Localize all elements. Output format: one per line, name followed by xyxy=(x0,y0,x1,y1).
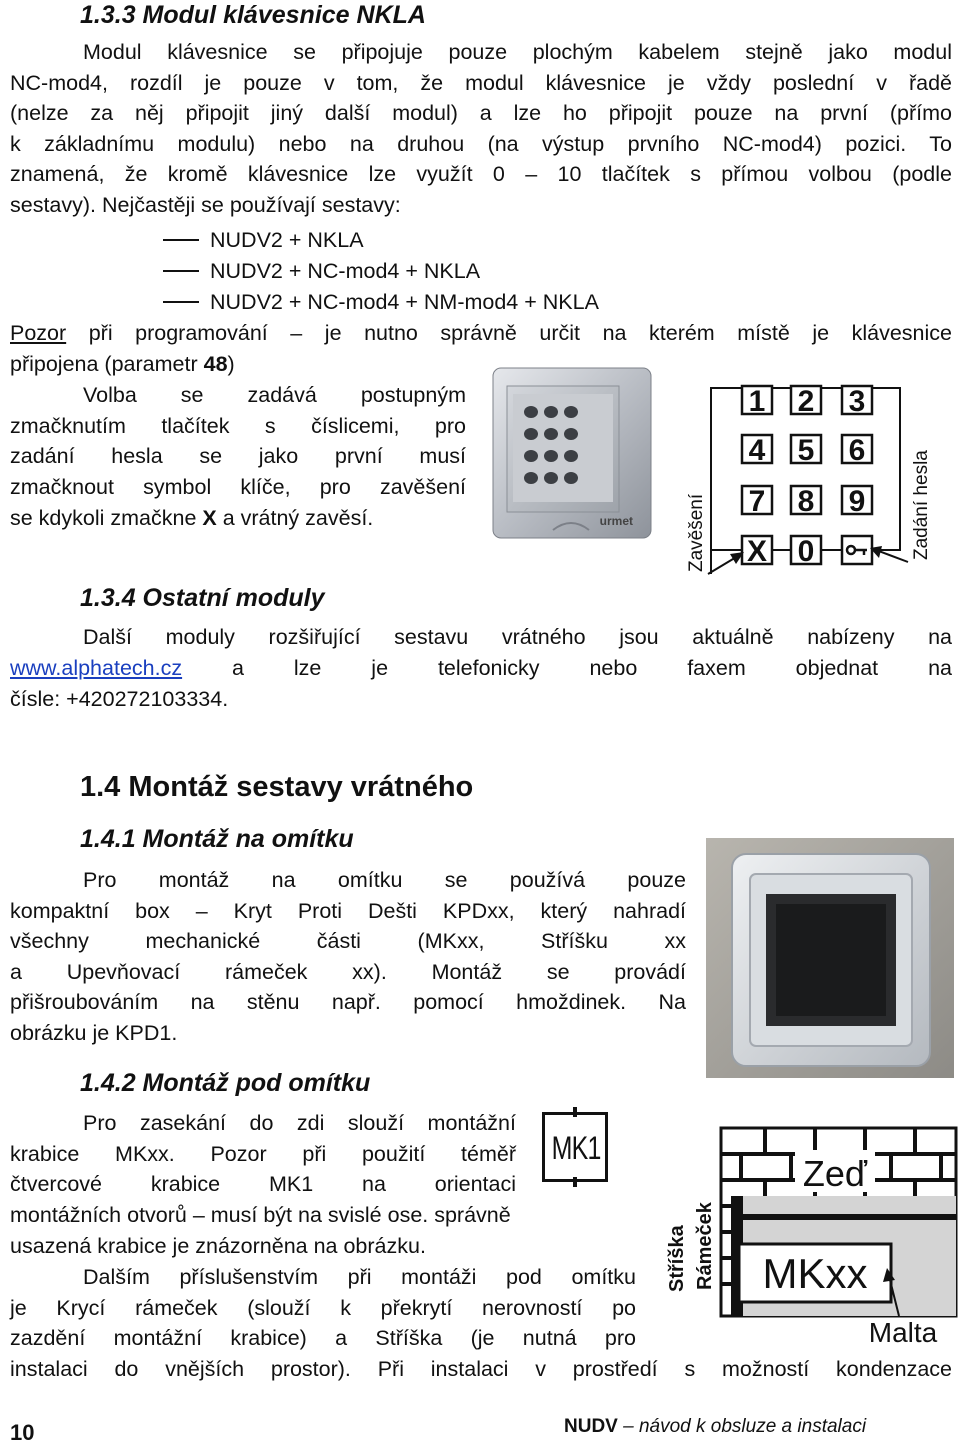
section-heading-1-4-2: 1.4.2 Montáž pod omítku xyxy=(80,1069,371,1097)
pozor-note: Pozor při programování – je nutno správně určit na kterém místě je klávesnice xyxy=(10,321,952,345)
omitku-paragraph xyxy=(10,865,686,1018)
text-line: čtvercové krabice MK1 na orientaci xyxy=(10,1172,516,1197)
svg-text:9: 9 xyxy=(848,485,866,518)
text-line: Pro zasekání do zdi slouží montážní xyxy=(83,1111,516,1135)
section-heading-1-3-3: 1.3.3 Modul klávesnice NKLA xyxy=(80,1,426,29)
key-5 xyxy=(791,434,821,467)
footer-title: NUDV – návod k obsluze a instalaci xyxy=(564,1416,867,1437)
key-6 xyxy=(842,434,872,467)
mk1-label: MK1 xyxy=(551,1130,601,1166)
pozor-label: Pozor xyxy=(10,321,67,345)
mk1-box xyxy=(542,1112,608,1182)
text-line: všechny mechanické části (MKxx, Stříšku xx xyxy=(10,929,686,954)
key-1 xyxy=(742,385,772,418)
text-line: instalaci do vnějších prostor). Při instalaci v prostředí s možností kondenzace xyxy=(10,1357,952,1381)
text-line: přišroubováním na stěnu např. pomocí hmoždinek. Na xyxy=(10,990,686,1015)
parameter-number: 48 xyxy=(203,352,228,376)
text-line: Dalším příslušenstvím při montáži pod omítku xyxy=(83,1265,636,1289)
pozor-note-line2: připojena (parametr 48) xyxy=(10,352,235,376)
text-line: Modul klávesnice se připojuje pouze plochým kabelem stejně jako modul xyxy=(83,40,952,64)
text-line: k základnímu modulu) nebo na druhou (na výstup prvního NC-mod4) pozici. To xyxy=(10,131,952,156)
assembly-list: NUDV2 + NKLA NUDV2 + NC-mod4 + NKLA NUDV2 + NC-mod4 + NM-mod4 + NKLA xyxy=(0,225,960,317)
moduly-paragraph xyxy=(10,622,952,683)
text-line: Další moduly rozšiřující sestavu vrátného jsou aktuálně nabízeny na xyxy=(83,625,952,649)
label-ramecek: Rámeček xyxy=(694,1202,716,1290)
label-mkxx: MKxx xyxy=(762,1250,868,1297)
section-heading-1-4: 1.4 Montáž sestavy vrátného xyxy=(80,771,474,803)
key-3 xyxy=(842,385,872,418)
text-line: je Krycí rámeček (slouží k překrytí nerovností po xyxy=(10,1295,636,1320)
text-line: zmačknout symbol klíče, pro zavěšení xyxy=(10,474,466,499)
text-line: zmačknutím tlačítek s číslicemi, pro xyxy=(10,413,466,438)
text-line: www.alphatech.cz a lze je telefonicky nebo faxem objednat na xyxy=(10,655,952,680)
text-line: sestavy). Nejčastěji se používají sestavy: xyxy=(10,193,401,217)
kpd1-photo xyxy=(706,838,954,1078)
pod-omitku-paragraph-c xyxy=(10,1262,636,1354)
label-zaveseni: Zavěšení xyxy=(686,493,707,572)
text-line: obrázku je KPD1. xyxy=(10,1021,178,1045)
text-line: se kdykoli zmačkne X a vrátný zavěsí. xyxy=(10,506,374,530)
alphatech-link[interactable]: www.alphatech.cz xyxy=(10,655,183,680)
section-heading-1-3-4: 1.3.4 Ostatní moduly xyxy=(80,584,325,612)
section-heading-1-4-1: 1.4.1 Montáž na omítku xyxy=(80,825,354,853)
text-line: montážních otvorů – musí být na svislé ose. správně xyxy=(10,1203,511,1227)
text-line: Volba se zadává postupným xyxy=(83,383,466,407)
label-malta: Malta xyxy=(868,1317,938,1348)
text-line: NC-mod4, rozdíl je pouze v tom, že modul klávesnice je vždy poslední v řadě xyxy=(10,70,952,95)
text-line: usazená krabice je znázorněna na obrázku. xyxy=(10,1233,426,1258)
key-4 xyxy=(742,434,772,467)
label-zadani-hesla: Zadání hesla xyxy=(911,450,932,560)
volba-paragraph xyxy=(10,380,466,502)
page-number: 10 xyxy=(10,1420,35,1445)
svg-text:3: 3 xyxy=(848,385,866,418)
svg-text:7: 7 xyxy=(748,485,766,518)
key-0 xyxy=(791,535,821,568)
svg-text:1: 1 xyxy=(748,385,766,418)
text-line: čísle: +420272103334. xyxy=(10,687,229,711)
pod-omitku-paragraph-b xyxy=(10,1200,511,1261)
text-line: kompaktní box – Kryt Proti Dešti KPDxx, který nahradí xyxy=(10,898,686,923)
text-line: Pro montáž na omítku se používá pouze xyxy=(83,868,686,892)
nkla-paragraph xyxy=(10,37,952,190)
keypad-device-photo xyxy=(483,362,658,542)
label-zed: Zeď xyxy=(802,1153,868,1194)
wall-mounting-diagram xyxy=(655,1120,960,1352)
svg-text:6: 6 xyxy=(848,434,866,467)
svg-text:8: 8 xyxy=(797,485,815,518)
label-striska: Stříška xyxy=(666,1225,688,1292)
keypad-diagram xyxy=(676,364,960,576)
svg-text:0: 0 xyxy=(797,535,815,568)
key-2 xyxy=(791,385,821,418)
svg-text:4: 4 xyxy=(748,434,766,467)
key-9 xyxy=(842,485,872,518)
svg-text:5: 5 xyxy=(797,434,815,467)
text-line: zadání hesla se jako první musí xyxy=(10,444,466,469)
text-line: zazdění montážní krabice) a Stříška (je nutná pro xyxy=(10,1326,636,1351)
text-line: (nelze za něj připojit jiný další modul) a lze ho připojit pouze na první (přímo xyxy=(10,101,952,126)
text-line: a Upevňovací rámeček xx). Montáž se provádí xyxy=(10,959,686,984)
text-line: znamená, že kromě klávesnice lze využít 0 – 10 tlačítek s přímou volbou (podle xyxy=(10,162,952,187)
key-8 xyxy=(791,485,821,518)
key-7 xyxy=(742,485,772,518)
key-x xyxy=(742,535,772,568)
svg-text:2: 2 xyxy=(797,385,815,418)
svg-text:X: X xyxy=(746,535,768,568)
key-icon xyxy=(842,536,872,564)
device-brand-label: urmet xyxy=(599,514,633,528)
text-line: krabice MKxx. Pozor při použití téměř xyxy=(10,1141,516,1166)
pod-omitku-paragraph-a xyxy=(10,1108,516,1200)
